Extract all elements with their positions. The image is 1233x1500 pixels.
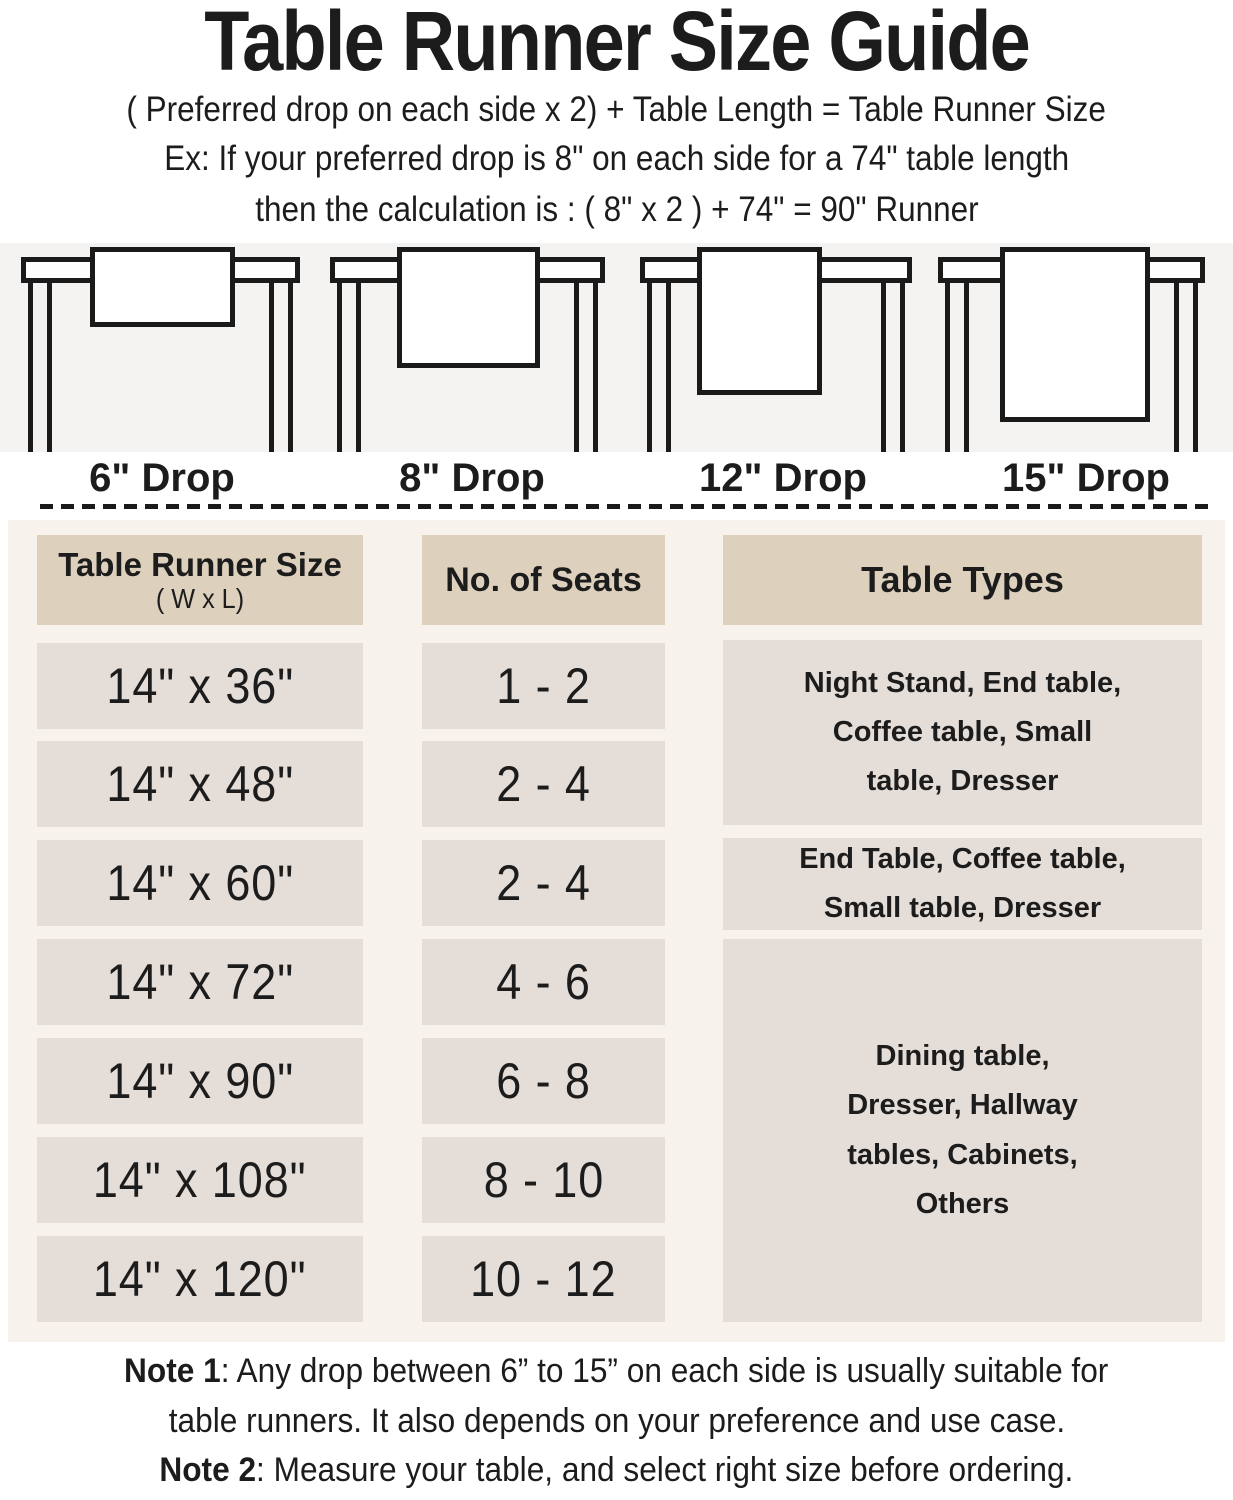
page-title [0, 0, 1233, 88]
note-2-line [0, 1453, 1233, 1487]
example-line-2-text: then the calculation is : ( 8" x 2 ) + 74" = 90" Runner [254, 190, 979, 229]
dashed-divider [40, 504, 1212, 509]
seats-cell: 4 - 6 [422, 939, 665, 1025]
runner-rect [697, 247, 822, 395]
note-1-label: Note 1 [124, 1352, 221, 1390]
runner-rect [90, 247, 235, 327]
table-leg [881, 281, 886, 452]
table-leg [356, 281, 361, 452]
table-leg [1193, 281, 1198, 452]
table-diagram-8in-drop [330, 243, 605, 452]
size-cell: 14" x 48" [37, 741, 363, 827]
table-leg [1174, 281, 1179, 452]
header-no-of-seats [422, 535, 665, 625]
drop-label-15: 15" Drop [1002, 456, 1170, 500]
table-leg [28, 281, 33, 452]
table-types-cell-large: Dining table, Dresser, Hallway tables, Cabinets, Others [723, 939, 1202, 1322]
runner-rect [1000, 247, 1150, 422]
seats-cell: 10 - 12 [422, 1236, 665, 1322]
seats-cell: 2 - 4 [422, 741, 665, 827]
header-table-types-text: Table Types [861, 559, 1064, 600]
header-runner-size [37, 535, 363, 625]
table-leg [964, 281, 969, 452]
example-line-1-text: Ex: If your preferred drop is 8" on each side for a 74" table length [164, 139, 1069, 178]
seats-cell: 1 - 2 [422, 643, 665, 729]
size-cell: 14" x 90" [37, 1038, 363, 1124]
drop-label-8: 8" Drop [399, 456, 545, 500]
note-1-line-2: table runners. It also depends on your preference and use case. [168, 1402, 1065, 1440]
note-1-text: : Any drop between 6” to 15” on each side is usually suitable for [220, 1352, 1109, 1390]
size-cell: 14" x 60" [37, 840, 363, 926]
seats-cell: 2 - 4 [422, 840, 665, 926]
drop-label-6: 6" Drop [89, 456, 235, 500]
table-diagram-12in-drop [640, 243, 912, 452]
table-leg [666, 281, 671, 452]
header-runner-size-line1: Table Runner Size [58, 545, 342, 583]
table-leg [269, 281, 274, 452]
table-diagram-15in-drop [938, 243, 1205, 452]
table-leg [47, 281, 52, 452]
formula-text: ( Preferred drop on each side x 2) + Table Length = Table Runner Size [126, 90, 1107, 129]
header-runner-size-line2: ( W x L) [155, 582, 245, 614]
table-leg [945, 281, 950, 452]
header-no-of-seats-text: No. of Seats [445, 560, 642, 599]
example-line-2 [0, 192, 1233, 227]
size-cell: 14" x 120" [37, 1236, 363, 1322]
seats-cell: 6 - 8 [422, 1038, 665, 1124]
table-types-cell-medium: End Table, Coffee table, Small table, Dresser [723, 838, 1202, 930]
table-leg [337, 281, 342, 452]
size-cell: 14" x 36" [37, 643, 363, 729]
drop-label-12: 12" Drop [699, 456, 867, 500]
table-leg [593, 281, 598, 452]
size-cell: 14" x 72" [37, 939, 363, 1025]
header-table-types [723, 535, 1202, 625]
note-2-text: : Measure your table, and select right size before ordering. [256, 1451, 1074, 1489]
table-leg [900, 281, 905, 452]
runner-rect [397, 247, 540, 368]
table-diagram-6in-drop [21, 243, 300, 452]
table-leg [647, 281, 652, 452]
table-leg [288, 281, 293, 452]
seats-cell: 8 - 10 [422, 1137, 665, 1223]
note-1-line-1 [0, 1354, 1233, 1388]
page-title-text: Table Runner Size Guide [204, 0, 1029, 88]
note-2-label: Note 2 [159, 1451, 257, 1489]
table-types-cell-small: Night Stand, End table, Coffee table, Small table, Dresser [723, 640, 1202, 825]
size-cell: 14" x 108" [37, 1137, 363, 1223]
example-line-1 [0, 141, 1233, 176]
formula-line [0, 92, 1233, 127]
table-leg [574, 281, 579, 452]
